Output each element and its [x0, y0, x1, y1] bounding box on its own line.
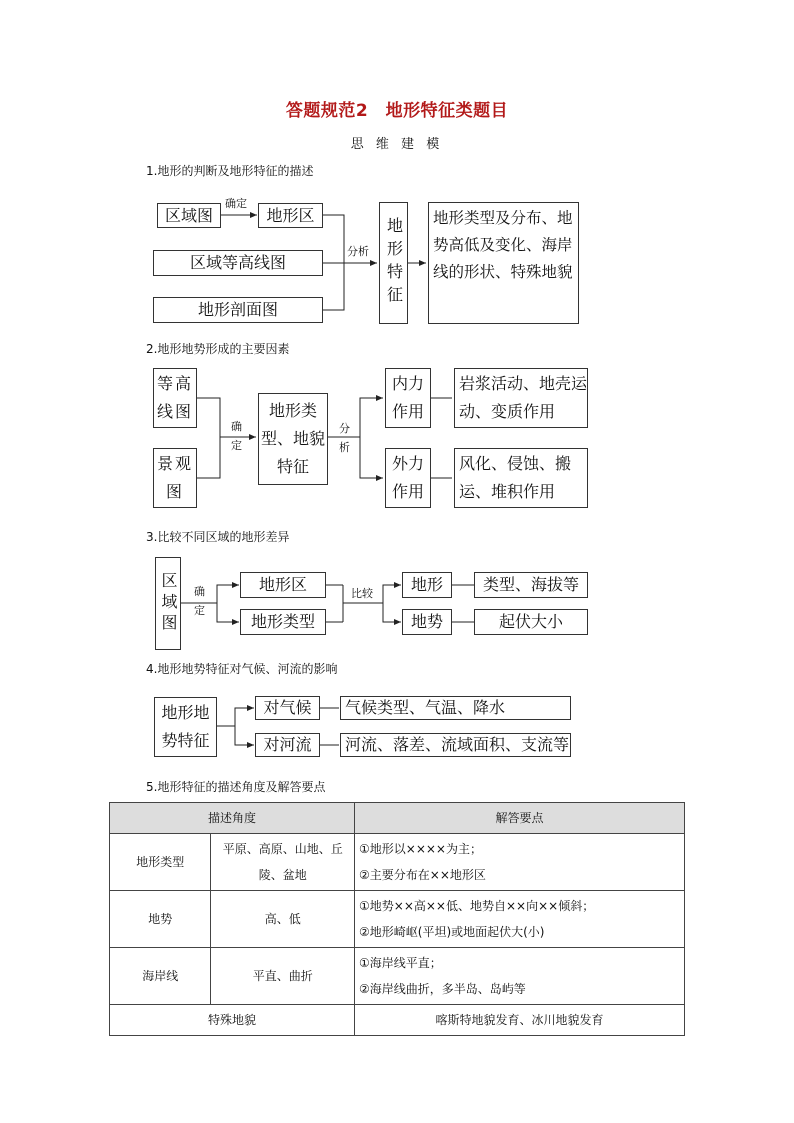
section-2-heading: 2.地形地势形成的主要因素 — [146, 342, 290, 356]
row-subtype: 高、低 — [211, 891, 355, 948]
row-points — [355, 834, 685, 891]
compare-label: 比较 — [351, 587, 373, 600]
point-1: ①海岸线平直； — [359, 956, 442, 970]
river-effect-detail-box: 河流、落差、流域面积、支流等 — [340, 733, 571, 757]
confirm-label: 确定 — [194, 585, 205, 617]
landform-detail-box: 类型、海拔等 — [474, 572, 588, 598]
climate-effect-box: 对气候 — [255, 696, 320, 720]
terrain-feature-box: 地形地势特征 — [154, 697, 217, 757]
internal-force-box: 内力作用 — [385, 368, 431, 428]
page-title: 答题规范2 地形特征类题目 — [285, 101, 509, 121]
row-points — [355, 891, 685, 948]
row-category: 地势 — [110, 891, 211, 948]
landform-area-box: 地形区 — [258, 203, 323, 228]
point-2: ②海岸线曲折，多半岛、岛屿等 — [359, 982, 526, 996]
analyze-label: 分析 — [339, 422, 350, 454]
external-force-detail-box: 风化、侵蚀、搬运、堆积作用 — [454, 448, 588, 508]
climate-effect-detail-box: 气候类型、气温、降水 — [340, 696, 571, 720]
landform-type-box: 地形类型 — [240, 609, 326, 635]
point-1: ①地形以××××为主； — [359, 842, 482, 856]
section-1-heading: 1.地形的判断及地形特征的描述 — [146, 164, 314, 178]
col-angle-header: 描述角度 — [110, 803, 355, 834]
region-map-box: 区域图 — [155, 557, 181, 650]
landform-type-box: 地形类型、地貌特征 — [258, 393, 328, 485]
description-result-box: 地形类型及分布、地势高低及变化、海岸线的形状、特殊地貌 — [428, 202, 579, 324]
external-force-box: 外力作用 — [385, 448, 431, 508]
section-4-heading: 4.地形地势特征对气候、河流的影响 — [146, 662, 338, 676]
row-category: 海岸线 — [110, 948, 211, 1005]
landscape-map-box: 景观图 — [153, 448, 197, 508]
profile-map-box: 地形剖面图 — [153, 297, 323, 323]
point-2: ②主要分布在××地形区 — [359, 868, 486, 882]
section-3-heading: 3.比较不同区域的地形差异 — [146, 530, 290, 544]
landform-box: 地形 — [402, 572, 452, 598]
row-category: 特殊地貌 — [110, 1005, 355, 1036]
river-effect-box: 对河流 — [255, 733, 320, 757]
row-points — [355, 948, 685, 1005]
internal-force-detail-box: 岩浆活动、地壳运动、变质作用 — [454, 368, 588, 428]
point-2: ②地形崎岖(平坦)或地面起伏大(小) — [359, 925, 545, 939]
table-header-row — [110, 803, 685, 834]
page-subtitle: 思 维 建 模 — [350, 137, 444, 152]
contour-map-box: 等高线图 — [153, 368, 197, 428]
confirm-label: 确定 — [231, 420, 242, 452]
terrain-box: 地势 — [402, 609, 452, 635]
analyze-label: 分析 — [347, 245, 369, 258]
point-1: ①地势××高××低、地势自××向××倾斜； — [359, 899, 595, 913]
contour-map-box: 区域等高线图 — [153, 250, 323, 276]
section-5-heading: 5.地形特征的描述角度及解答要点 — [146, 780, 326, 794]
region-map-box: 区域图 — [157, 203, 221, 228]
description-table — [109, 802, 685, 1036]
row-subtype: 平直、曲折 — [211, 948, 355, 1005]
row-points: 喀斯特地貌发育、冰川地貌发育 — [355, 1005, 685, 1036]
terrain-feature-box: 地形特征 — [379, 202, 408, 324]
terrain-detail-box: 起伏大小 — [474, 609, 588, 635]
confirm-label: 确定 — [225, 197, 247, 210]
table-row — [110, 834, 685, 891]
table-row — [110, 948, 685, 1005]
row-subtype: 平原、高原、山地、丘陵、盆地 — [211, 834, 355, 891]
row-category: 地形类型 — [110, 834, 211, 891]
landform-area-box: 地形区 — [240, 572, 326, 598]
table-row — [110, 891, 685, 948]
col-points-header: 解答要点 — [355, 803, 685, 834]
table-row — [110, 1005, 685, 1036]
